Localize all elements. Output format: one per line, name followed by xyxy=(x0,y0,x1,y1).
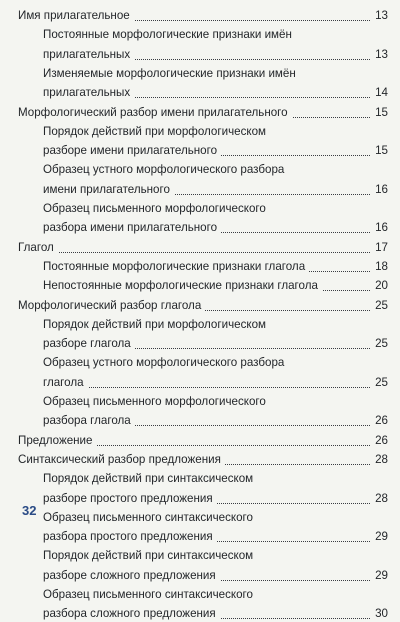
toc-subsection-line xyxy=(43,413,388,429)
toc-subsection-line xyxy=(43,182,388,198)
toc-page-number: 13 xyxy=(371,47,388,63)
toc-subsection-line xyxy=(43,471,388,487)
toc-subsection-line xyxy=(43,47,388,63)
toc-entry-text: Непостоянные морфологические признаки глагола xyxy=(43,278,322,294)
toc-subsection-line xyxy=(43,336,388,352)
toc-entry-text: Образец письменного синтаксического xyxy=(43,510,257,526)
toc-page-number: 14 xyxy=(371,85,388,101)
toc-subsection-line xyxy=(43,162,388,178)
toc-section-line xyxy=(18,105,388,121)
toc-page-number: 26 xyxy=(371,433,388,449)
toc-subsection-line xyxy=(43,259,388,275)
toc-subsection-line xyxy=(43,529,388,545)
toc-subsection-line xyxy=(43,375,388,391)
toc-page-number: 25 xyxy=(371,375,388,391)
toc-entry-text: разбора сложного предложения xyxy=(43,606,220,622)
toc-section-line xyxy=(18,8,388,24)
toc-page-number: 15 xyxy=(371,143,388,159)
toc-entry-text: разбора простого предложения xyxy=(43,529,217,545)
dot-leader xyxy=(43,387,370,388)
toc-subsection-line xyxy=(43,85,388,101)
toc-section-line xyxy=(18,240,388,256)
toc-entry-text: Постоянные морфологические признаки имён xyxy=(43,27,296,43)
toc-page-number: 28 xyxy=(371,491,388,507)
toc-subsection-line xyxy=(43,124,388,140)
toc-entry-text: Постоянные морфологические признаки глагола xyxy=(43,259,309,275)
toc-entry-text: Изменяемые морфологические признаки имён xyxy=(43,66,300,82)
page-number: 32 xyxy=(22,503,37,518)
dot-leader xyxy=(18,252,370,253)
toc-page-number: 20 xyxy=(371,278,388,294)
toc-section-line xyxy=(18,298,388,314)
toc-page-number: 26 xyxy=(371,413,388,429)
toc-page-number: 28 xyxy=(371,452,388,468)
toc-entry-text: Образец устного морфологического разбора xyxy=(43,162,288,178)
toc-subsection-line xyxy=(43,510,388,526)
toc-entry-text: Порядок действий при синтаксическом xyxy=(43,471,257,487)
toc-subsection-line xyxy=(43,278,388,294)
toc-subsection-line xyxy=(43,143,388,159)
toc-subsection-line xyxy=(43,606,388,622)
toc-subsection-line xyxy=(43,587,388,603)
toc-entry-text: разборе глагола xyxy=(43,336,135,352)
toc-entry-text: Образец письменного морфологического xyxy=(43,201,270,217)
toc-subsection-line xyxy=(43,355,388,371)
toc-entry-text: Образец устного морфологического разбора xyxy=(43,355,288,371)
toc-page-number: 15 xyxy=(371,105,388,121)
toc-page-number: 29 xyxy=(371,568,388,584)
toc-subsection-line xyxy=(43,568,388,584)
toc-entry-text: глагола xyxy=(43,375,88,391)
toc-section-line xyxy=(18,452,388,468)
toc-section-line xyxy=(18,433,388,449)
toc-subsection-line xyxy=(43,491,388,507)
toc-entry-text: разборе имени прилагательного xyxy=(43,143,221,159)
toc-entry-text: Имя прилагательное xyxy=(18,8,134,24)
toc-subsection-line xyxy=(43,201,388,217)
toc-entry-text: Образец письменного синтаксического xyxy=(43,587,257,603)
toc-page-number: 17 xyxy=(371,240,388,256)
toc-entry-text: Синтаксический разбор предложения xyxy=(18,452,225,468)
toc-page-number: 25 xyxy=(371,336,388,352)
toc-page-number: 18 xyxy=(371,259,388,275)
toc-page-number: 16 xyxy=(371,182,388,198)
toc-entry-text: Морфологический разбор глагола xyxy=(18,298,205,314)
toc-subsection-line xyxy=(43,317,388,333)
toc-entry-text: разбора глагола xyxy=(43,413,135,429)
toc-page-number: 16 xyxy=(371,220,388,236)
toc-entry-text: Предложение xyxy=(18,433,96,449)
toc-entry-text: разбора имени прилагательного xyxy=(43,220,221,236)
toc-page-number: 25 xyxy=(371,298,388,314)
toc-subsection-line xyxy=(43,27,388,43)
toc-page-number: 29 xyxy=(371,529,388,545)
toc-page-number: 13 xyxy=(371,8,388,24)
toc-entry-text: Порядок действий при синтаксическом xyxy=(43,548,257,564)
toc-subsection-line xyxy=(43,394,388,410)
toc-subsection-line xyxy=(43,66,388,82)
toc-entry-text: Глагол xyxy=(18,240,58,256)
toc-entry-text: разборе простого предложения xyxy=(43,491,217,507)
toc-entry-text: Морфологический разбор имени прилагательного xyxy=(18,105,292,121)
toc-entry-text: Порядок действий при морфологическом xyxy=(43,124,270,140)
toc-entry-text: прилагательных xyxy=(43,47,134,63)
toc-subsection-line xyxy=(43,548,388,564)
toc-entry-text: разборе сложного предложения xyxy=(43,568,220,584)
toc-entry-text: имени прилагательного xyxy=(43,182,174,198)
toc-page-number: 30 xyxy=(371,606,388,622)
toc-subsection-line xyxy=(43,220,388,236)
toc-entry-text: прилагательных xyxy=(43,85,134,101)
toc-entry-text: Порядок действий при морфологическом xyxy=(43,317,270,333)
toc-entry-text: Образец письменного морфологического xyxy=(43,394,270,410)
